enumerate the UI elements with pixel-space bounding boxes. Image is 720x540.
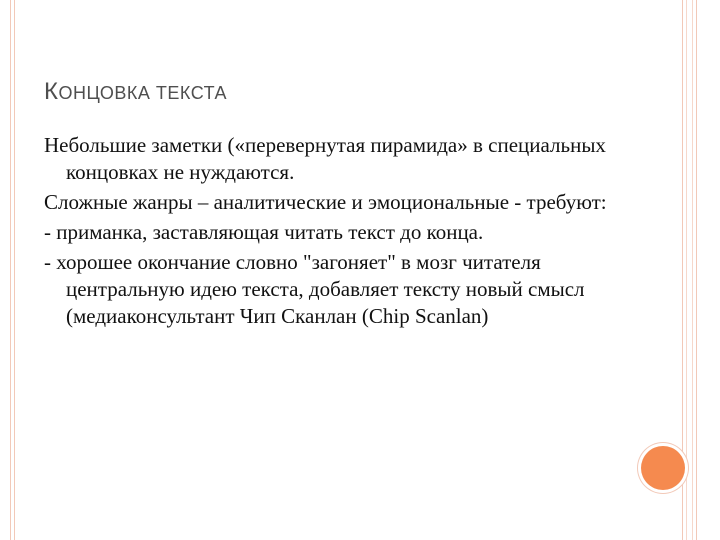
body-paragraph-1: Небольшие заметки («перевернутая пирамида» в специальных концовках не нуждаются. xyxy=(44,133,606,184)
slide-body xyxy=(44,132,634,333)
right-frame-inner-decoration xyxy=(686,0,693,540)
left-frame-decoration xyxy=(10,0,15,540)
slide-title-first-letter: К xyxy=(44,78,59,105)
slide-title xyxy=(44,78,644,106)
slide-title-rest: ОНЦОВКА ТЕКСТА xyxy=(58,83,227,103)
body-paragraph-2: Сложные жанры – аналитические и эмоциональные - требуют: xyxy=(44,190,607,214)
decorative-circle xyxy=(641,446,685,490)
body-paragraph-4: - хорошее окончание словно "загоняет" в мозг читателя центральную идею текста, добавляет тексту новый смысл (медиаконсультант Чип Сканлан (Chip Scanlan) xyxy=(44,250,585,328)
body-paragraph-3: - приманка, заставляющая читать текст до конца. xyxy=(44,220,484,244)
